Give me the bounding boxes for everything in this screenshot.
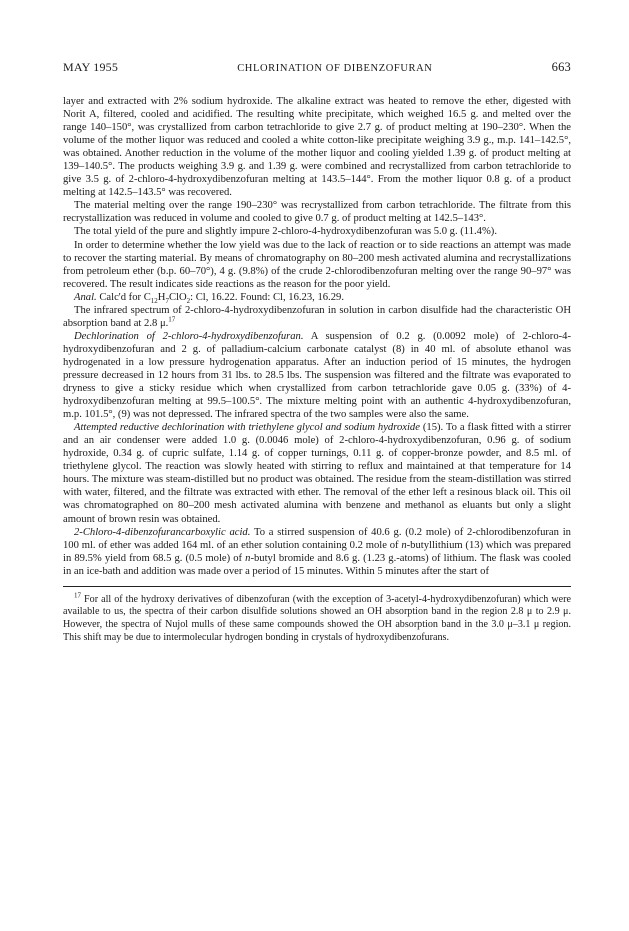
footnote-ref: 17: [168, 315, 176, 324]
section-title: Attempted reductive dechlorination with triethylene glycol and sodium hydroxide: [74, 422, 420, 434]
analysis-paragraph: Anal. Calc'd for $C_{12}H_7ClO_2$: Cl, 16.22. Found: Cl, 16.23, 16.29.: [74, 291, 344, 305]
anal-label: Anal.: [74, 291, 97, 303]
article-body: [63, 95, 571, 578]
running-title: CHLORINATION OF DIBENZOFURAN: [237, 63, 433, 74]
section-title: Dechlorination of 2-chloro-4-hydroxydibenzofuran.: [74, 330, 304, 342]
section-title: 2-Chloro-4-dibenzofurancarboxylic acid.: [74, 526, 251, 538]
dechlorination-paragraph: Dechlorination of 2-chloro-4-hydroxydibenzofuran. A suspension of 0.2 g. (0.0092 mole) of 2-chloro-4-hydroxydibenzofuran and 2 g. of palladium-calcium carbonate catalyst (8) in 40 ml. of absolute ethanol was hydrogenated in a low pressure hydrogenation apparatus. After an induction period of 15 minutes, the hydrogen pressure decreased in 12 hours from 31 lbs. to 28.5 lbs. The suspension was filtered and the filtrate was evaporated to dryness to give a sticky residue which when crystallized from carbon tetrachloride gave 0.05 g. (33%) of 4-hydroxydibenzofuran melting at 99.5–100.5°. The mixture melting point with an authentic 4-hydroxydibenzofuran, m.p. 101.5°, (9) was not depressed. The infrared spectra of the two samples were also the same.: [63, 330, 572, 421]
footnote-text: $^{17}$ For all of the hydroxy derivatives of dibenzofuran (with the exception of 3-acetyl-4-hydroxydibenzofuran) which were available to us, the spectra of their carbon disulfide solutions showed an OH absorption band in the region 2.8 μ to 2.9 μ. However, the spectra of Nujol mulls of these same compounds showed the OH absorption band in the 3.0 μ–3.1 μ region. This shift may be due to intermolecular hydrogen bonding in crystals of hydroxydibenzofurans.: [63, 591, 571, 643]
reductive-paragraph: Attempted reductive dechlorination with triethylene glycol and sodium hydroxide (15). To a flask fitted with a stirrer and an air condenser were added 1.0 g. (0.0046 mole) of 2-chloro-4-hydroxydibenzofuran, 0.96 g. of sodium hydroxide, 0.34 g. of cupric sulfate, 1.14 g. of copper turnings, 0.11 g. of copper-bronze powder, and 8.5 ml. of triethylene glycol. The reaction was slowly heated with stirring to reflux and maintained at that temperature for 14 hours. The mixture was steam-distilled but no product was obtained. The residue from the steam-distillation was stirred with water, filtered, and the filtrate was extracted with ether. The removal of the ether left a resinous black oil. This oil was chromatographed on 80–200 mesh activated alumina with benzene and methanol as eluants but only a slight amount of brown resin was obtained.: [63, 422, 571, 525]
page-number: 663: [551, 60, 571, 74]
footnote-marker: 17: [74, 591, 81, 600]
paragraph-2: The material melting over the range 190–230° was recrystallized from carbon tetrachloride. The filtrate from this recrystallization was reduced in volume and cooled to give 0.7 g. of product melting at 142.5–143°.: [63, 200, 571, 225]
paragraph-3: The total yield of the pure and slightly impure 2-chloro-4-hydroxydibenzofuran was 5.0 g. (11.4%).: [74, 226, 497, 238]
infrared-paragraph: The infrared spectrum of 2-chloro-4-hydroxydibenzofuran in solution in carbon disulfide had the characteristic OH absorption band at 2.8 μ.$^{17}$: [63, 304, 571, 329]
footnote: [63, 591, 571, 644]
footnote-divider: [63, 586, 571, 587]
paragraph-4: In order to determine whether the low yield was due to the lack of reaction or to side reactions an attempt was made to recover the starting material. By means of chromatography on 80–200 mesh activated alumina and recrystallizations from petroleum ether (b.p. 60–70°), 4 g. (9.8%) of the crude 2-chlorodibenzofuran melting over the range 90–97° was recovered. The result indicates side reactions as the reason for the poor yield.: [63, 239, 571, 290]
page-header: [63, 60, 571, 75]
paragraph-1: layer and extracted with 2% sodium hydroxide. The alkaline extract was heated to remove the ether, digested with Norit A, filtered, cooled and acidified. The resulting white precipitate, which weighed 16.5 g. and melted over the range 140–150°, was crystallized from carbon tetrachloride to give 2.7 g. of product melting at 190–230°. When the volume of the mother liquor was reduced and cooled a white cotton-like precipitate weighing 3.9 g., m.p. 141–142.5°, was obtained. Another reduction in the volume of the mother liquor and cooling yielded 1.39 g. of product melting at 139–140.5°. The products weighing 3.9 g. and 1.39 g. were combined and recrystallized from carbon tetrachloride to give 3.5 g. of 2-chloro-4-hydroxydibenzofuran melting at 143.5–144°. From the mother liquor 0.8 g. of a product melting at 142.5–143.5° was recovered.: [63, 96, 571, 199]
carboxylic-paragraph: 2-Chloro-4-dibenzofurancarboxylic acid. To a stirred suspension of 40.6 g. (0.2 mole) of 2-chlorodibenzofuran in 100 ml. of ether was added 164 ml. of an ether solution containing 0.2 mole of n-butyllithium (13) which was prepared in 89.5% yield from 68.5 g. (0.5 mole) of n-butyl bromide and 8.6 g. (1.23 g.-atoms) of lithium. The flask was cooled in an ice-bath and addition was made over a period of 15 minutes. Within 5 minutes after the start of: [63, 526, 571, 577]
header-date: MAY 1955: [63, 60, 119, 74]
